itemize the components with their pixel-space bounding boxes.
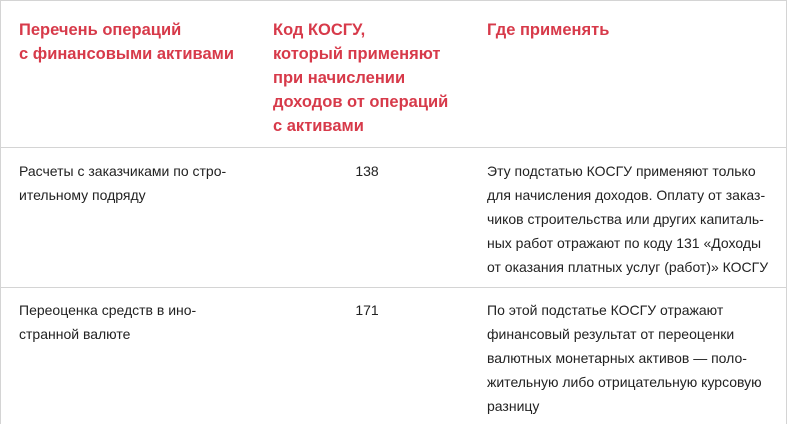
cell-code: 171 (355, 302, 379, 318)
cell-where: Эту подстатью КОСГУ применяют только для начисления доходов. Оплату от заказ- чиков строительства или других капиталь- ных работ отражают по коду 131 «Доходы от оказания платных услуг (работ)» КОСГУ (487, 163, 769, 275)
header-kosgu-code: Код КОСГУ, который применяют при начислении доходов от операций с активами (273, 21, 449, 135)
table-row (1, 288, 786, 425)
cell-where: По этой подстатье КОСГУ отражают финансовый результат от переоценки валютных монетарных активов — поло- жительную либо отрицательную курсовую разницу (487, 302, 762, 414)
table-header-row (1, 1, 786, 148)
table-row (1, 148, 786, 288)
cell-code: 138 (355, 163, 379, 179)
header-operations: Перечень операций с финансовыми активами (19, 21, 234, 63)
cell-operation: Расчеты с заказчиками по стро- ительному подряду (19, 163, 227, 203)
cell-operation: Переоценка средств в ино- странной валюте (19, 302, 197, 342)
header-where-apply: Где применять (487, 21, 610, 39)
